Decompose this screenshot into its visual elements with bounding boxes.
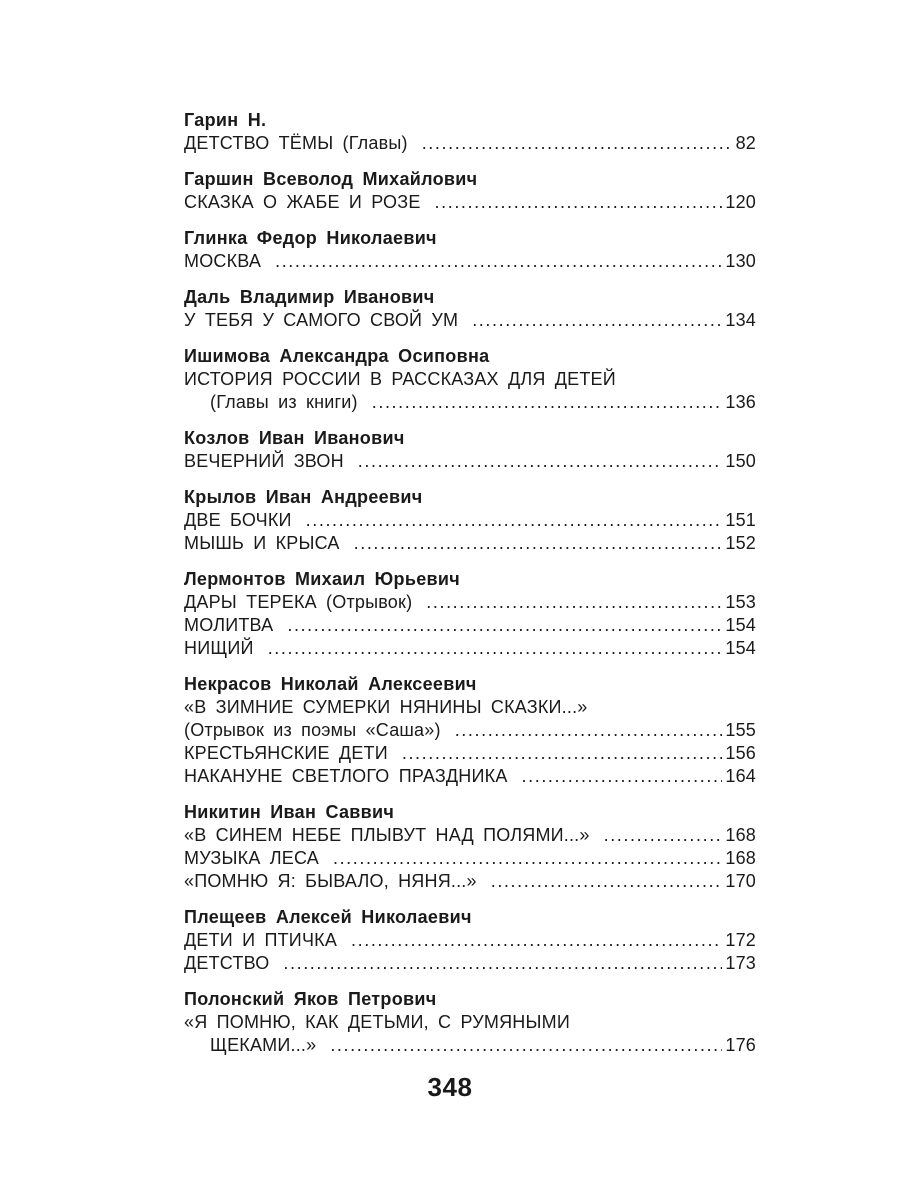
dot-leader <box>333 847 722 870</box>
dot-leader <box>604 824 723 847</box>
entry-page: 176 <box>725 1035 756 1055</box>
entry-title: КРЕСТЬЯНСКИЕ ДЕТИ <box>184 743 388 763</box>
author-name: Козлов Иван Иванович <box>184 428 405 448</box>
toc-entry[interactable] <box>184 870 756 893</box>
toc-entry[interactable] <box>184 1034 756 1057</box>
entry-page: 172 <box>725 930 756 950</box>
toc-entry[interactable] <box>184 847 756 870</box>
page-number: 348 <box>427 1072 473 1102</box>
toc-group <box>184 285 756 332</box>
entry-title: ЩЕКАМИ...» <box>210 1035 317 1055</box>
toc-entry[interactable] <box>184 532 756 555</box>
entry-title: «ПОМНЮ Я: БЫВАЛО, НЯНЯ...» <box>184 871 477 891</box>
toc-entry[interactable] <box>184 250 756 273</box>
author-name: Гарин Н. <box>184 110 267 130</box>
toc-entry[interactable] <box>184 765 756 788</box>
toc-group <box>184 987 756 1057</box>
entry-title-line[interactable]: «В ЗИМНИЕ СУМЕРКИ НЯНИНЫ СКАЗКИ...» <box>184 697 588 717</box>
entry-page: 150 <box>725 451 756 471</box>
author-name: Полонский Яков Петрович <box>184 989 437 1009</box>
entry-page: 82 <box>735 133 756 153</box>
author-name: Ишимова Александра Осиповна <box>184 346 490 366</box>
toc-group <box>184 167 756 214</box>
toc-entry[interactable] <box>184 132 756 155</box>
author-name: Плещеев Алексей Николаевич <box>184 907 472 927</box>
dot-leader <box>351 929 722 952</box>
entry-page: 154 <box>725 615 756 635</box>
entry-title-line[interactable]: «Я ПОМНЮ, КАК ДЕТЬМИ, С РУМЯНЫМИ <box>184 1012 570 1032</box>
entry-title: МОСКВА <box>184 251 262 271</box>
toc-entry[interactable] <box>184 637 756 660</box>
author-name: Никитин Иван Саввич <box>184 802 395 822</box>
dot-leader <box>472 309 722 332</box>
table-of-contents <box>184 108 756 1069</box>
dot-leader <box>372 391 723 414</box>
toc-entry[interactable] <box>184 391 756 414</box>
entry-title: НИЩИЙ <box>184 638 254 658</box>
dot-leader <box>426 591 722 614</box>
dot-leader <box>330 1034 722 1057</box>
dot-leader <box>422 132 733 155</box>
dot-leader <box>491 870 723 893</box>
toc-group <box>184 672 756 788</box>
entry-page: 164 <box>725 766 756 786</box>
entry-title: ДЕТСТВО <box>184 953 270 973</box>
dot-leader <box>287 614 722 637</box>
toc-entry[interactable] <box>184 509 756 532</box>
dot-leader <box>455 719 723 742</box>
dot-leader <box>268 637 723 660</box>
toc-entry[interactable] <box>184 719 756 742</box>
toc-group <box>184 226 756 273</box>
entry-title: ВЕЧЕРНИЙ ЗВОН <box>184 451 344 471</box>
toc-group <box>184 567 756 660</box>
entry-title-line[interactable]: ИСТОРИЯ РОССИИ В РАССКАЗАХ ДЛЯ ДЕТЕЙ <box>184 369 616 389</box>
toc-entry[interactable] <box>184 824 756 847</box>
entry-title: «В СИНЕМ НЕБЕ ПЛЫВУТ НАД ПОЛЯМИ...» <box>184 825 590 845</box>
entry-page: 168 <box>725 848 756 868</box>
toc-entry[interactable] <box>184 742 756 765</box>
entry-page: 134 <box>725 310 756 330</box>
entry-title: ДЕТСТВО ТЁМЫ (Главы) <box>184 133 408 153</box>
dot-leader <box>358 450 723 473</box>
entry-page: 130 <box>725 251 756 271</box>
toc-group <box>184 108 756 155</box>
toc-group <box>184 485 756 555</box>
dot-leader <box>354 532 723 555</box>
entry-title: (Главы из книги) <box>210 392 358 412</box>
entry-page: 120 <box>725 192 756 212</box>
entry-title: СКАЗКА О ЖАБЕ И РОЗЕ <box>184 192 421 212</box>
dot-leader <box>435 191 723 214</box>
toc-group <box>184 426 756 473</box>
toc-group <box>184 344 756 414</box>
entry-page: 153 <box>725 592 756 612</box>
entry-title: МЫШЬ И КРЫСА <box>184 533 340 553</box>
entry-title: ДВЕ БОЧКИ <box>184 510 292 530</box>
entry-title: У ТЕБЯ У САМОГО СВОЙ УМ <box>184 310 459 330</box>
toc-entry[interactable] <box>184 191 756 214</box>
dot-leader <box>402 742 723 765</box>
dot-leader <box>275 250 722 273</box>
entry-page: 136 <box>725 392 756 412</box>
dot-leader <box>306 509 723 532</box>
toc-entry[interactable] <box>184 450 756 473</box>
entry-page: 168 <box>725 825 756 845</box>
entry-title: (Отрывок из поэмы «Саша») <box>184 720 441 740</box>
author-name: Некрасов Николай Алексеевич <box>184 674 477 694</box>
dot-leader <box>283 952 722 975</box>
entry-page: 173 <box>725 953 756 973</box>
entry-title: ДЕТИ И ПТИЧКА <box>184 930 338 950</box>
entry-page: 155 <box>725 720 756 740</box>
entry-page: 156 <box>725 743 756 763</box>
author-name: Крылов Иван Андреевич <box>184 487 423 507</box>
toc-entry[interactable] <box>184 929 756 952</box>
author-name: Глинка Федор Николаевич <box>184 228 437 248</box>
toc-entry[interactable] <box>184 952 756 975</box>
author-name: Лермонтов Михаил Юрьевич <box>184 569 460 589</box>
toc-group <box>184 905 756 975</box>
entry-page: 151 <box>725 510 756 530</box>
entry-title: МОЛИТВА <box>184 615 274 635</box>
entry-title: ДАРЫ ТЕРЕКА (Отрывок) <box>184 592 413 612</box>
toc-entry[interactable] <box>184 614 756 637</box>
toc-group <box>184 800 756 893</box>
dot-leader <box>522 765 723 788</box>
entry-title: МУЗЫКА ЛЕСА <box>184 848 319 868</box>
toc-entry[interactable] <box>184 591 756 614</box>
author-name: Гаршин Всеволод Михайлович <box>184 169 478 189</box>
entry-page: 154 <box>725 638 756 658</box>
toc-entry[interactable] <box>184 309 756 332</box>
entry-page: 170 <box>725 871 756 891</box>
entry-page: 152 <box>725 533 756 553</box>
author-name: Даль Владимир Иванович <box>184 287 435 307</box>
entry-title: НАКАНУНЕ СВЕТЛОГО ПРАЗДНИКА <box>184 766 508 786</box>
